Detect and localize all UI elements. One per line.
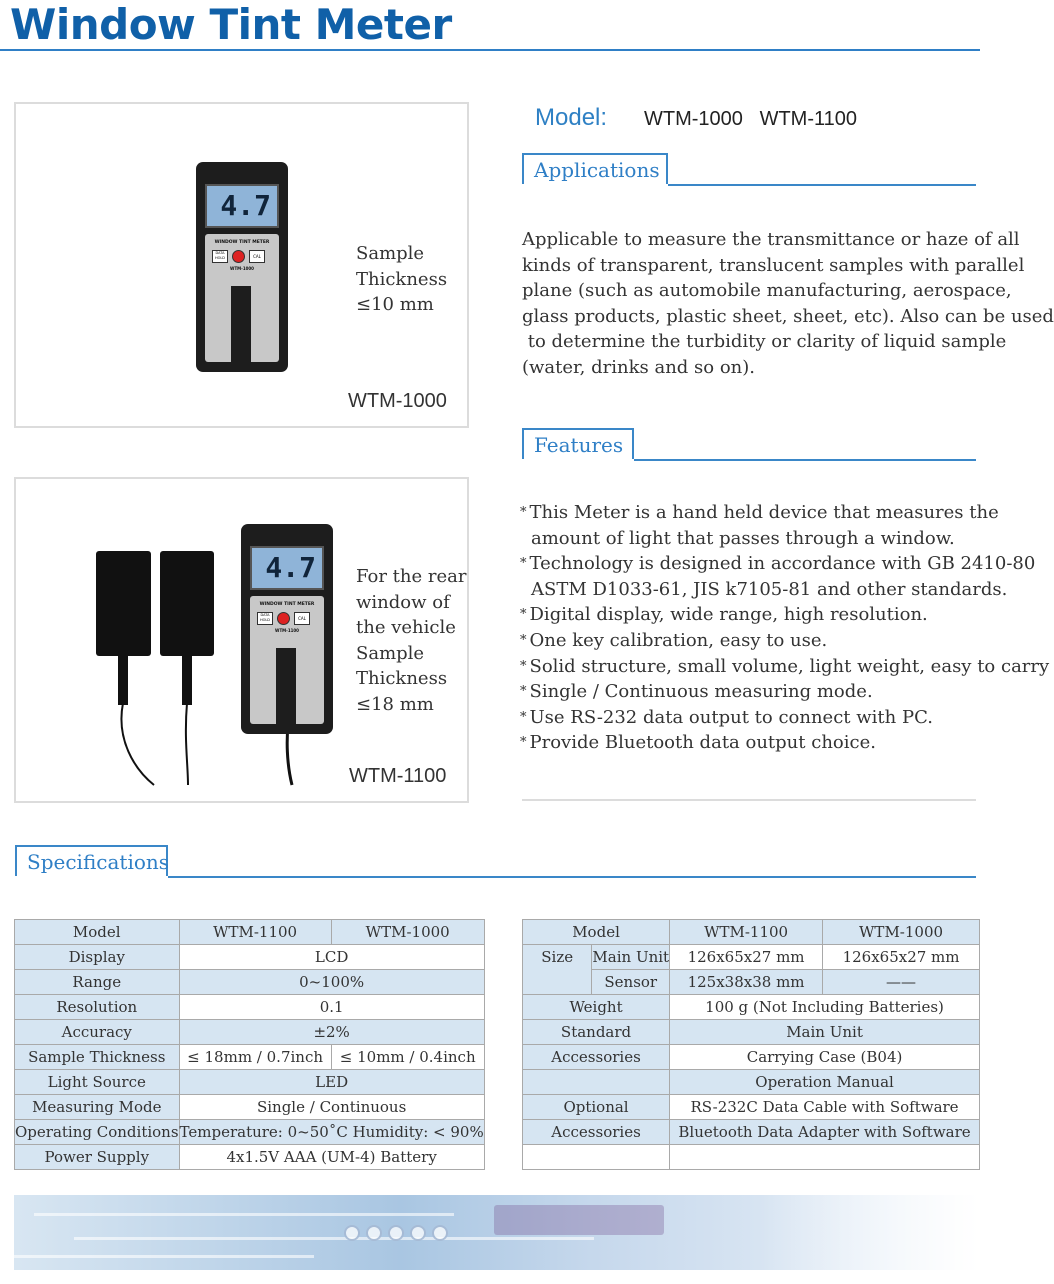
- desc-line: ≤10 mm: [356, 294, 434, 315]
- desc-line: window of: [356, 591, 450, 613]
- banner-fade: [760, 1195, 980, 1270]
- table-cell: WTM-1000: [823, 920, 980, 945]
- applications-rule: [668, 184, 976, 186]
- feature-item-continuation: ASTM D1033-61, JIS k7105-81 and other standards.: [531, 578, 1008, 600]
- row-sublabel: Main Unit: [592, 945, 670, 970]
- lcd-reading: 4.7: [220, 189, 271, 222]
- device-panel: [205, 234, 279, 362]
- footer-circuit-banner: [14, 1195, 980, 1270]
- table-header-row: [15, 920, 485, 945]
- decorative-trace: [34, 1213, 454, 1216]
- title-divider: [0, 49, 980, 51]
- table-row: [523, 1020, 980, 1045]
- decorative-trace: [74, 1237, 594, 1240]
- row-value: 4x1.5V AAA (UM-4) Battery: [179, 1145, 484, 1170]
- device-panel-label: WINDOW TINT METER: [259, 602, 315, 607]
- decorative-trace: [14, 1255, 314, 1258]
- row-label: Accessories: [523, 1120, 670, 1145]
- sample-slot: [276, 648, 296, 728]
- features-rule: [634, 459, 976, 461]
- table-row: [15, 1070, 485, 1095]
- lcd-display: [205, 184, 279, 228]
- row-label-empty: [523, 1145, 670, 1170]
- lcd-reading: 4.7: [265, 551, 316, 584]
- product-1-description: [356, 241, 447, 318]
- product-card-wtm-1000: [14, 102, 469, 428]
- table-row: [15, 995, 485, 1020]
- features-heading: Features: [522, 428, 634, 459]
- row-value: ≤ 18mm / 0.7inch: [179, 1045, 331, 1070]
- table-row: [523, 945, 980, 970]
- device-panel-label: WINDOW TINT METER: [214, 240, 270, 245]
- table-row: [523, 995, 980, 1020]
- row-label: Light Source: [15, 1070, 180, 1095]
- row-label: Display: [15, 945, 180, 970]
- feature-item-continuation: amount of light that passes through a window.: [531, 527, 955, 549]
- wtm-1000-device-image: [196, 162, 288, 372]
- row-value: 0~100%: [179, 970, 484, 995]
- row-label: Power Supply: [15, 1145, 180, 1170]
- applications-line: kinds of transparent, translucent samples with parallel: [522, 254, 1025, 276]
- row-value: Main Unit: [670, 1020, 980, 1045]
- table-row: [15, 970, 485, 995]
- applications-line: to determine the turbidity or clarity of liquid sample: [522, 331, 1007, 352]
- row-label: Optional: [523, 1095, 670, 1120]
- device-panel: [250, 596, 324, 724]
- row-value: Operation Manual: [670, 1070, 980, 1095]
- spec-table-left: [14, 919, 485, 1170]
- features-bottom-divider: [522, 799, 976, 801]
- device-model-label: WTM-1000: [230, 266, 254, 271]
- table-cell: Model: [523, 920, 670, 945]
- cal-button: CAL: [249, 250, 265, 263]
- row-value-empty: [670, 1145, 980, 1170]
- product-card-wtm-1100: [14, 477, 469, 803]
- row-label: Measuring Mode: [15, 1095, 180, 1120]
- applications-heading: Applications: [522, 153, 668, 184]
- row-value: ——: [823, 970, 980, 995]
- row-value: LCD: [179, 945, 484, 970]
- desc-line: For the rear: [356, 566, 467, 587]
- lcd-display: [250, 546, 324, 590]
- device-model-label: WTM-1100: [275, 628, 299, 633]
- row-value: RS-232C Data Cable with Software: [670, 1095, 980, 1120]
- table-row: [15, 1145, 485, 1170]
- row-label: Range: [15, 970, 180, 995]
- applications-text: [522, 227, 1054, 380]
- row-label: Weight: [523, 995, 670, 1020]
- feature-item: * Solid structure, small volume, light weight, easy to carry: [520, 655, 1050, 677]
- row-label: Size: [523, 945, 592, 995]
- features-list: [520, 500, 1050, 756]
- decorative-dot: [366, 1225, 382, 1241]
- row-value: ±2%: [179, 1020, 484, 1045]
- desc-line: ≤18 mm: [356, 693, 434, 715]
- desc-line: the vehicle: [356, 617, 456, 638]
- cal-button: CAL: [294, 612, 310, 625]
- feature-item: * One key calibration, easy to use.: [520, 629, 828, 651]
- table-row: [523, 1045, 980, 1070]
- row-value: Carrying Case (B04): [670, 1045, 980, 1070]
- applications-line: glass products, plastic sheet, sheet, etc). Also can be used: [522, 305, 1054, 327]
- applications-line: (water, drinks and so on).: [522, 356, 755, 378]
- desc-line: Sample: [356, 243, 425, 264]
- feature-item: * This Meter is a hand held device that measures the: [520, 502, 999, 523]
- table-row: [523, 1070, 980, 1095]
- desc-line: Thickness: [356, 268, 448, 290]
- table-cell: WTM-1100: [179, 920, 331, 945]
- data-hold-button: DATA HOLD: [257, 612, 273, 625]
- decorative-dot: [388, 1225, 404, 1241]
- row-value: LED: [179, 1070, 484, 1095]
- table-row: [523, 1120, 980, 1145]
- sample-slot: [231, 286, 251, 366]
- model-value: WTM-1000 WTM-1100: [644, 108, 857, 130]
- table-row: [15, 1095, 485, 1120]
- row-label: Resolution: [15, 995, 180, 1020]
- row-value: ≤ 10mm / 0.4inch: [331, 1045, 484, 1070]
- table-row: [15, 945, 485, 970]
- spec-table-right: [522, 919, 980, 1170]
- row-label: Operating Conditions: [15, 1120, 180, 1145]
- wtm-1100-device-image: [241, 524, 333, 734]
- row-label: Standard: [523, 1020, 670, 1045]
- row-label: Sample Thickness: [15, 1045, 180, 1070]
- row-value: Single / Continuous: [179, 1095, 484, 1120]
- specifications-heading: Specifications: [15, 845, 168, 876]
- desc-line: Sample: [356, 642, 425, 664]
- table-cell: WTM-1000: [331, 920, 484, 945]
- table-row: [15, 1020, 485, 1045]
- row-label-empty: [523, 1070, 670, 1095]
- feature-item: * Use RS-232 data output to connect with PC.: [520, 706, 933, 728]
- row-value: 0.1: [179, 995, 484, 1020]
- feature-item: * Single / Continuous measuring mode.: [520, 681, 873, 703]
- data-hold-button: DATA HOLD: [212, 250, 228, 263]
- product-1-caption: WTM-1000: [348, 390, 447, 412]
- product-2-caption: WTM-1100: [349, 765, 447, 787]
- row-value: 100 g (Not Including Batteries): [670, 995, 980, 1020]
- decorative-chip: [494, 1205, 664, 1235]
- power-button-icon: [232, 250, 245, 263]
- feature-item: * Digital display, wide range, high resolution.: [520, 604, 928, 626]
- desc-line: Thickness: [356, 668, 448, 689]
- table-header-row: [523, 920, 980, 945]
- table-row: [523, 970, 980, 995]
- row-sublabel: Sensor: [592, 970, 670, 995]
- row-value: 126x65x27 mm: [823, 945, 980, 970]
- feature-item: * Technology is designed in accordance with GB 2410-80: [520, 553, 1036, 575]
- row-value: 126x65x27 mm: [670, 945, 823, 970]
- table-row: [15, 1120, 485, 1145]
- specifications-rule: [168, 876, 976, 878]
- row-label: Accuracy: [15, 1020, 180, 1045]
- row-value: Temperature: 0~50˚C Humidity: < 90%: [179, 1120, 484, 1145]
- decorative-dot: [432, 1225, 448, 1241]
- table-row: [523, 1145, 980, 1170]
- table-cell: Model: [15, 920, 180, 945]
- row-label: Accessories: [523, 1045, 670, 1070]
- page-title: Window Tint Meter: [10, 0, 452, 49]
- model-label: Model:: [535, 104, 608, 131]
- row-value: 125x38x38 mm: [670, 970, 823, 995]
- feature-item: * Provide Bluetooth data output choice.: [520, 732, 876, 754]
- applications-line: Applicable to measure the transmittance or haze of all: [522, 229, 1020, 250]
- row-value: Bluetooth Data Adapter with Software: [670, 1120, 980, 1145]
- decorative-dot: [344, 1225, 360, 1241]
- decorative-dot: [410, 1225, 426, 1241]
- applications-line: plane (such as automobile manufacturing, aerospace,: [522, 280, 1012, 301]
- table-row: [15, 1045, 485, 1070]
- table-row: [523, 1095, 980, 1120]
- product-2-description: [356, 564, 466, 717]
- power-button-icon: [277, 612, 290, 625]
- table-cell: WTM-1100: [670, 920, 823, 945]
